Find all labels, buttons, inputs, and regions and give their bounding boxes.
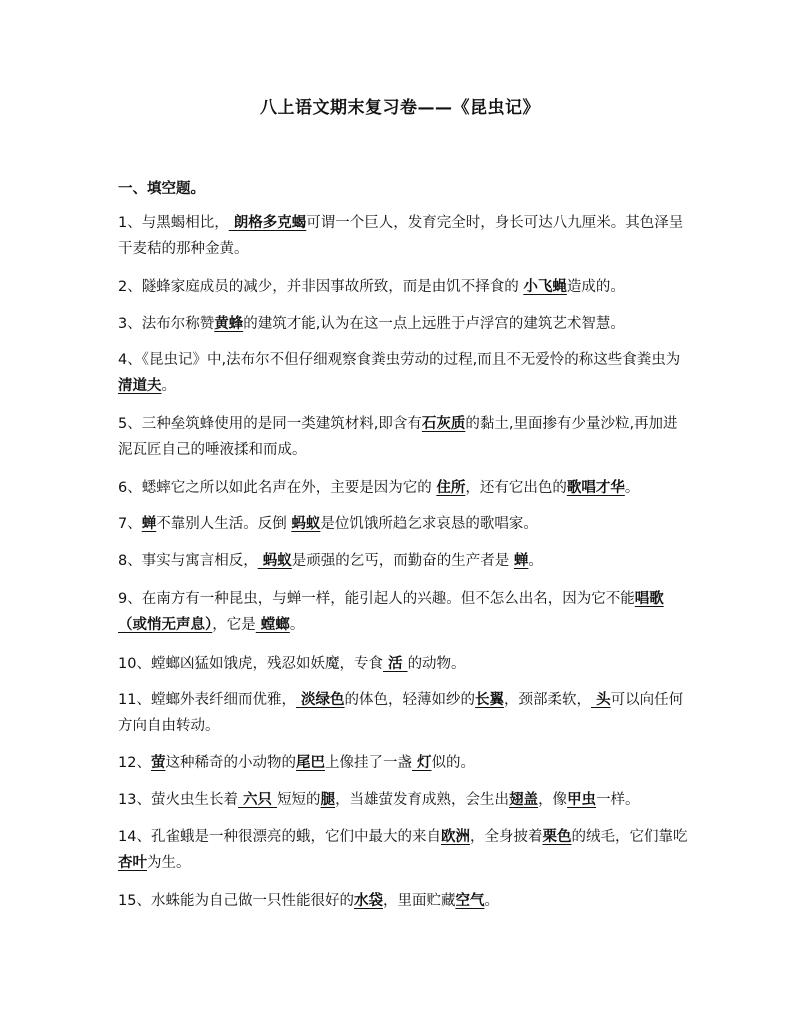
- question-text: ，当雄萤发育成熟，会生出: [335, 792, 510, 808]
- question-text: ，像: [538, 792, 568, 808]
- question-number: 8: [118, 553, 128, 569]
- answer-blank: 尾巴: [295, 755, 325, 771]
- answer-blank: 翅盖: [509, 792, 539, 808]
- question-text: 。: [528, 553, 543, 569]
- question-number: 7: [118, 516, 128, 532]
- question-text: 。: [289, 617, 305, 633]
- question-text: 的黏土,里面掺有少量沙粒,再加进泥瓦匠自己的唾液揉和而成。: [118, 416, 678, 458]
- question-item: [118, 411, 688, 463]
- question-number: 3: [118, 316, 128, 332]
- question-number: 4: [118, 352, 128, 368]
- question-number: 5: [118, 416, 128, 432]
- question-item: [118, 210, 688, 262]
- question-number: 1: [118, 215, 128, 231]
- document-title: 八上语文期末复习卷——《昆虫记》: [260, 98, 540, 118]
- question-text: 是顽强的乞丐，而勤奋的生产者是: [291, 553, 514, 569]
- answer-blank: 欧洲: [440, 829, 470, 845]
- question-text: 、水蛛能为自己做一只性能很好的: [136, 893, 354, 909]
- question-text: 的建筑才能,认为在这一点上远胜于卢浮宫的建筑艺术智慧。: [243, 316, 625, 332]
- question-text: 、: [127, 516, 142, 532]
- question-number: 6: [118, 480, 128, 496]
- section-heading: 一、填空题。: [118, 181, 205, 197]
- answer-blank: 水袋: [353, 893, 383, 909]
- answer-blank: 淡绿色: [295, 692, 345, 708]
- answer-blank: 朗格多克蝎: [228, 215, 307, 231]
- question-number: 11: [118, 692, 137, 708]
- question-item: [118, 888, 688, 914]
- answer-blank: 甲虫: [567, 792, 597, 808]
- question-number: 15: [118, 893, 137, 909]
- question-text: 一样。: [596, 792, 640, 808]
- answer-blank: 蝉: [513, 553, 529, 569]
- question-item: [118, 347, 688, 399]
- question-text: 、: [136, 755, 151, 771]
- question-text: 、隧蜂家庭成员的减少，并非因事故所致，而是由饥不择食的: [127, 279, 524, 295]
- question-text: 。: [484, 893, 499, 909]
- question-number: 14: [118, 829, 137, 845]
- answer-blank: 螳螂: [255, 617, 290, 633]
- answer-blank: 栗色: [542, 829, 572, 845]
- question-text: ，颈部柔软，: [504, 692, 592, 708]
- question-item: [118, 548, 688, 574]
- question-text: 不靠别人生活。反倒: [156, 516, 292, 532]
- question-text: 、三种垒筑蜂使用的是同一类建筑材料,即含有: [127, 416, 422, 432]
- question-text: ，全身披着: [469, 829, 543, 845]
- question-text: 、萤火虫生长着: [136, 792, 238, 808]
- question-text: 的动物。: [407, 656, 466, 672]
- question-number: 9: [118, 591, 128, 607]
- answer-blank: 空气: [455, 893, 485, 909]
- question-item: [118, 586, 688, 638]
- answer-blank: 灯: [411, 755, 432, 771]
- answer-blank: 萤: [150, 755, 166, 771]
- answer-blank: 活: [382, 656, 408, 672]
- question-text: 、事实与寓言相反，: [127, 553, 258, 569]
- question-text: ，里面贮藏: [382, 893, 456, 909]
- question-text: 的绒毛，它们靠吃: [571, 829, 688, 845]
- answer-blank: 黄蜂: [214, 316, 244, 332]
- question-text: 。: [161, 378, 176, 394]
- question-text: 、《昆虫记》中,法布尔不但仔细观察食粪虫劳动的过程,而且不无爱怜的称这些食粪虫为: [127, 352, 681, 368]
- question-text: 上像挂了一盏: [324, 755, 412, 771]
- question-text: 为生。: [147, 855, 191, 871]
- question-item: [118, 311, 688, 337]
- question-number: 12: [118, 755, 137, 771]
- question-text: 可谓一个巨人，发育完全时，身长可达八九厘米。其色泽呈干麦秸的那种金黄。: [118, 215, 684, 257]
- answer-blank: 蝉: [141, 516, 157, 532]
- answer-blank: 蚂蚁: [257, 553, 292, 569]
- question-item: [118, 687, 688, 739]
- answer-blank: 蚂蚁: [291, 516, 321, 532]
- question-item: [118, 475, 688, 501]
- question-number: 2: [118, 279, 128, 295]
- question-text: ，它是: [212, 617, 256, 633]
- question-text: 可以向任何方向自由转动。: [118, 692, 684, 734]
- answer-blank: 唱歌（或悄无声息）: [118, 591, 664, 633]
- answer-blank: 住所: [436, 480, 466, 496]
- question-item: [118, 787, 688, 813]
- question-text: 、孔雀蛾是一种很漂亮的蛾，它们中最大的来自: [136, 829, 441, 845]
- question-text: 。: [624, 480, 640, 496]
- question-text: 似的。: [431, 755, 476, 771]
- question-text: ，还有它出色的: [465, 480, 567, 496]
- question-text: 、螳螂外表纤细而优雅，: [136, 692, 296, 708]
- question-text: 这种稀奇的小动物的: [165, 755, 296, 771]
- question-text: 短短的: [277, 792, 321, 808]
- question-item: [118, 511, 688, 537]
- answer-blank: 腿: [320, 792, 336, 808]
- question-text: 、蟋蟀它之所以如此名声在外，主要是因为它的: [127, 480, 437, 496]
- question-text: 、法布尔称赞: [127, 316, 215, 332]
- answer-blank: 歌唱才华: [566, 480, 625, 496]
- question-text: 造成的。: [566, 279, 625, 295]
- question-text: 、螳螂凶猛如饿虎，残忍如妖魔，专食: [136, 656, 383, 672]
- answer-blank: 清道夫: [118, 378, 162, 394]
- answer-blank: 六只: [237, 792, 278, 808]
- question-text: 的体色，轻薄如纱的: [344, 692, 476, 708]
- question-number: 13: [118, 792, 137, 808]
- question-item: [118, 274, 688, 300]
- question-text: 、与黑蝎相比，: [127, 215, 229, 231]
- question-item: [118, 750, 688, 776]
- answer-blank: 长翼: [475, 692, 505, 708]
- question-text: 是位饥饿所趋乞求哀恳的歌唱家。: [320, 516, 538, 532]
- question-text: 、在南方有一种昆虫，与蝉一样，能引起人的兴趣。但不怎么出名，因为它不能: [127, 591, 635, 607]
- question-number: 10: [118, 656, 137, 672]
- answer-blank: 石灰质: [421, 416, 466, 432]
- answer-blank: 杏叶: [118, 855, 147, 871]
- answer-blank: 小飞蝇: [523, 279, 567, 295]
- question-item: [118, 824, 688, 876]
- question-item: [118, 651, 688, 677]
- answer-blank: 头: [591, 692, 611, 708]
